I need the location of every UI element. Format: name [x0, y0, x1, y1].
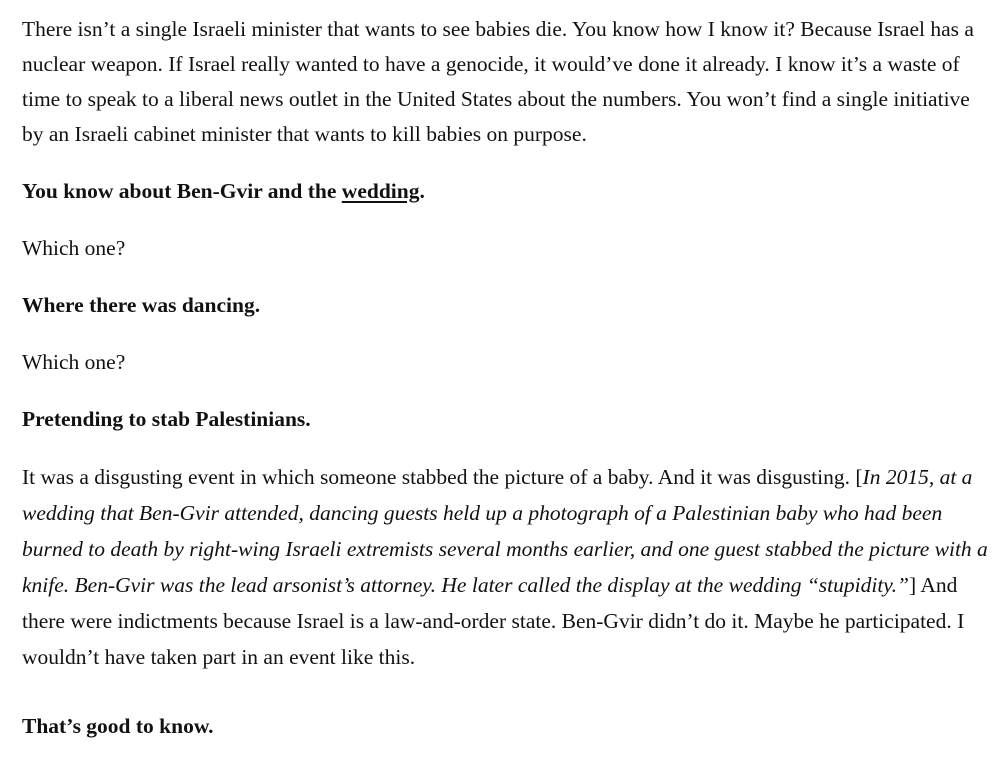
article-body	[22, 12, 988, 766]
answer-which-one-2: Which one?	[22, 350, 126, 374]
question-wedding-text: You know about Ben-Gvir and the	[22, 179, 342, 203]
question-dancing: Where there was dancing.	[22, 293, 261, 317]
answer-disgusting-start: It was a disgusting event in which someone stabbed the picture of a baby. And it was disgusting. [	[22, 465, 863, 489]
question-wedding-period: .	[419, 179, 425, 203]
answer-disgusting-event	[22, 459, 988, 675]
question-stab: Pretending to stab Palestinians.	[22, 407, 311, 431]
answer-paragraph-1: There isn’t a single Israeli minister that wants to see babies die. You know how I know it? Because Israel has a nuclear weapon. If Israel really wanted to have a genocide, it would’ve done it already. I know it’s a waste of time to speak to a liberal news outlet in the United States about the numbers. You won’t find a single initiative by an Israeli cabinet minister that wants to kill babies on purpose.	[22, 17, 974, 146]
editor-note-italic: In 2015, at a wedding that Ben-Gvir attended, dancing guests held up a photograph of a Palestinian baby who had been burned to death by right-wing Israeli extremists several months earlier, and one guest stabbed the picture with a knife. Ben-Gvir was the lead arsonist’s attorney. He later called the display at the wedding “stupidity.”	[22, 465, 988, 597]
wedding-link[interactable]: wedding	[341, 179, 420, 203]
question-wedding	[22, 174, 988, 209]
answer-disgusting-end: ] And there were indictments because Israel is a law-and-order state. Ben-Gvir didn’t do it. Maybe he participated. I wouldn’t have taken part in an event like this.	[22, 573, 965, 669]
question-good-to-know: That’s good to know.	[22, 714, 214, 738]
answer-which-one-1: Which one?	[22, 236, 126, 260]
